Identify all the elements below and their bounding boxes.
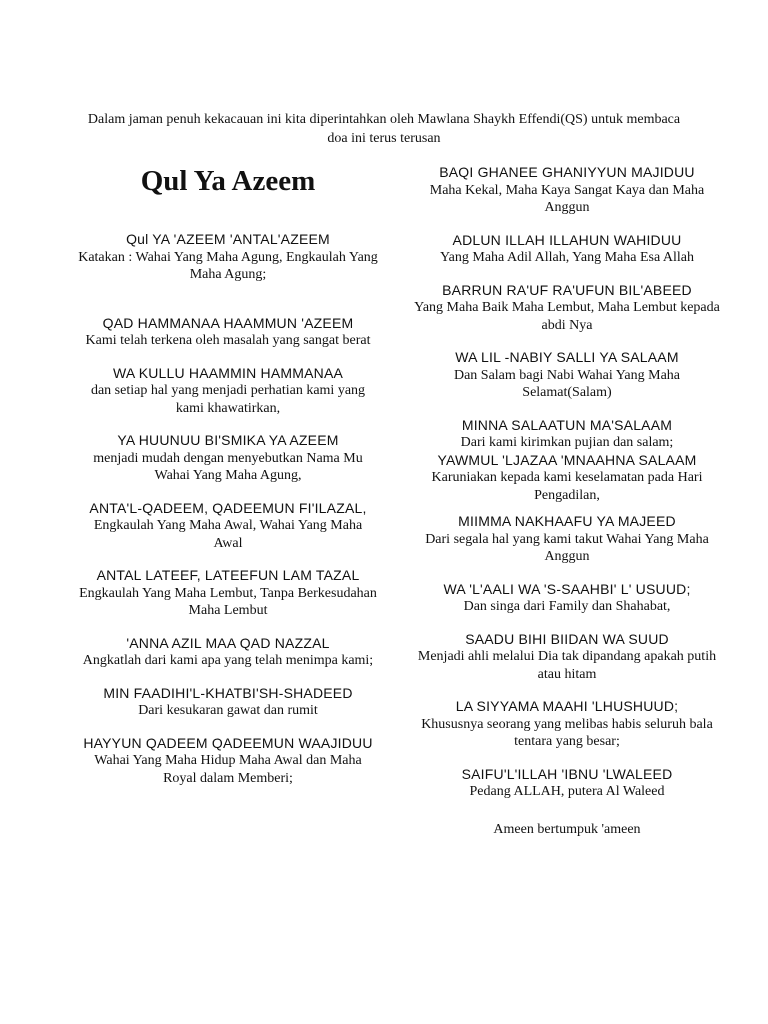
stanza-transliteration: HAYYUN QADEEM QADEEMUN WAAJIDUU xyxy=(83,734,373,751)
stanza-transliteration: Qul YA 'AZEEM 'ANTAL'AZEEM xyxy=(126,231,330,247)
stanza-translation: Dari segala hal yang kami takut Wahai Yang Maha Anggun xyxy=(425,531,709,564)
stanza xyxy=(412,282,722,335)
stanza-transliteration: 'ANNA AZIL MAA QAD NAZZAL xyxy=(126,634,330,651)
stanza-translation: Dan Salam bagi Nabi Wahai Yang Maha Selamat(Salam) xyxy=(453,367,681,400)
stanza xyxy=(78,365,378,418)
stanza xyxy=(412,631,722,684)
stanza-translation: Angkatlah dari kami apa yang telah menimpa kami; xyxy=(82,653,374,668)
stanza-translation: Pedang ALLAH, putera Al Waleed xyxy=(469,784,665,799)
stanza-transliteration: MIN FAADIHI'L-KHATBI'SH-SHADEED xyxy=(103,684,353,701)
stanza-translation: dan setiap hal yang menjadi perhatian kami yang kami khawatirkan, xyxy=(90,383,366,416)
stanza-translation: Kami telah terkena oleh masalah yang sangat berat xyxy=(85,333,371,348)
stanza-translation: Engkaulah Yang Maha Awal, Wahai Yang Maha Awal xyxy=(93,518,363,551)
stanza-transliteration: YAWMUL 'LJAZAA 'MNAAHNA SALAAM xyxy=(437,451,697,468)
stanza xyxy=(78,735,378,788)
stanza-translation: Yang Maha Baik Maha Lembut, Maha Lembut kepada abdi Nya xyxy=(414,300,720,333)
stanza xyxy=(78,315,378,350)
stanza xyxy=(412,766,722,801)
stanza xyxy=(78,635,378,670)
closing-line: Ameen bertumpuk 'ameen xyxy=(493,821,641,837)
stanza-translation: Yang Maha Adil Allah, Yang Maha Esa Allah xyxy=(439,250,695,265)
stanza-transliteration: ADLUN ILLAH ILLAHUN WAHIDUU xyxy=(452,231,682,248)
stanza xyxy=(78,685,378,720)
stanza-transliteration: WA 'L'AALI WA 'S-SAAHBI' L' USUUD; xyxy=(443,580,691,597)
stanza-translation: Khususnya seorang yang melibas habis seluruh bala tentara yang besar; xyxy=(421,716,713,749)
stanza-translation: Karuniakan kepada kami keselamatan pada Hari Pengadilan, xyxy=(431,470,703,503)
stanza-transliteration: BAQI GHANEE GHANIYYUN MAJIDUU xyxy=(439,164,695,180)
stanza xyxy=(412,581,722,616)
stanza xyxy=(78,432,378,485)
stanza xyxy=(78,231,378,284)
stanza-transliteration: LA SIYYAMA MAAHI 'LHUSHUUD; xyxy=(455,698,679,714)
stanza-transliteration: ANTA'L-QADEEM, QADEEMUN FI'ILAZAL, xyxy=(89,499,367,516)
stanza xyxy=(412,232,722,267)
stanza-translation: Maha Kekal, Maha Kaya Sangat Kaya dan Maha Anggun xyxy=(429,182,705,215)
stanza xyxy=(412,164,722,217)
stanza-transliteration: MIIMMA NAKHAAFU YA MAJEED xyxy=(458,513,676,529)
stanza-translation: Menjadi ahli melalui Dia tak dipandang apakah putih atau hitam xyxy=(417,649,717,682)
stanza-translation: Wahai Yang Maha Hidup Maha Awal dan Maha Royal dalam Memberi; xyxy=(94,753,362,786)
stanza xyxy=(78,500,378,553)
right-column xyxy=(412,164,722,838)
stanza xyxy=(78,567,378,620)
stanza xyxy=(412,417,722,505)
doc-title: Qul Ya Azeem xyxy=(140,165,316,197)
stanza-translation: menjadi mudah dengan menyebutkan Nama Mu Wahai Yang Maha Agung, xyxy=(93,450,363,483)
stanza-translation: Dari kami kirimkan pujian dan salam; xyxy=(460,435,674,450)
stanza-translation: Dari kesukaran gawat dan rumit xyxy=(138,703,318,718)
stanza-transliteration: WA KULLU HAAMMIN HAMMANAA xyxy=(112,364,344,381)
stanza-transliteration: SAIFU'L'ILLAH 'IBNU 'LWALEED xyxy=(461,765,673,782)
stanza-transliteration: SAADU BIHI BIIDAN WA SUUD xyxy=(465,630,669,647)
stanza xyxy=(412,513,722,566)
stanza-transliteration: MINNA SALAATUN MA'SALAAM xyxy=(461,416,673,433)
stanza-translation: Dan singa dari Family dan Shahabat, xyxy=(463,599,671,614)
intro-text: Dalam jaman penuh kekacauan ini kita diperintahkan oleh Mawlana Shaykh Effendi(QS) untuk membaca doa ini terus terusan xyxy=(87,112,681,146)
stanza-transliteration: ANTAL LATEEF, LATEEFUN LAM TAZAL xyxy=(96,567,360,583)
stanza xyxy=(412,698,722,751)
stanza-translation: Katakan : Wahai Yang Maha Agung, Engkaulah Yang Maha Agung; xyxy=(78,249,378,282)
stanza xyxy=(412,349,722,402)
stanza-transliteration: YA HUUNUU BI'SMIKA YA AZEEM xyxy=(117,432,339,448)
stanza-transliteration: QAD HAMMANAA HAAMMUN 'AZEEM xyxy=(102,314,354,331)
stanza-translation: Engkaulah Yang Maha Lembut, Tanpa Berkesudahan Maha Lembut xyxy=(79,585,377,618)
stanza-transliteration: WA LIL -NABIY SALLI YA SALAAM xyxy=(455,349,679,365)
stanza-transliteration: BARRUN RA'UF RA'UFUN BIL'ABEED xyxy=(442,281,692,298)
left-column xyxy=(78,164,378,802)
